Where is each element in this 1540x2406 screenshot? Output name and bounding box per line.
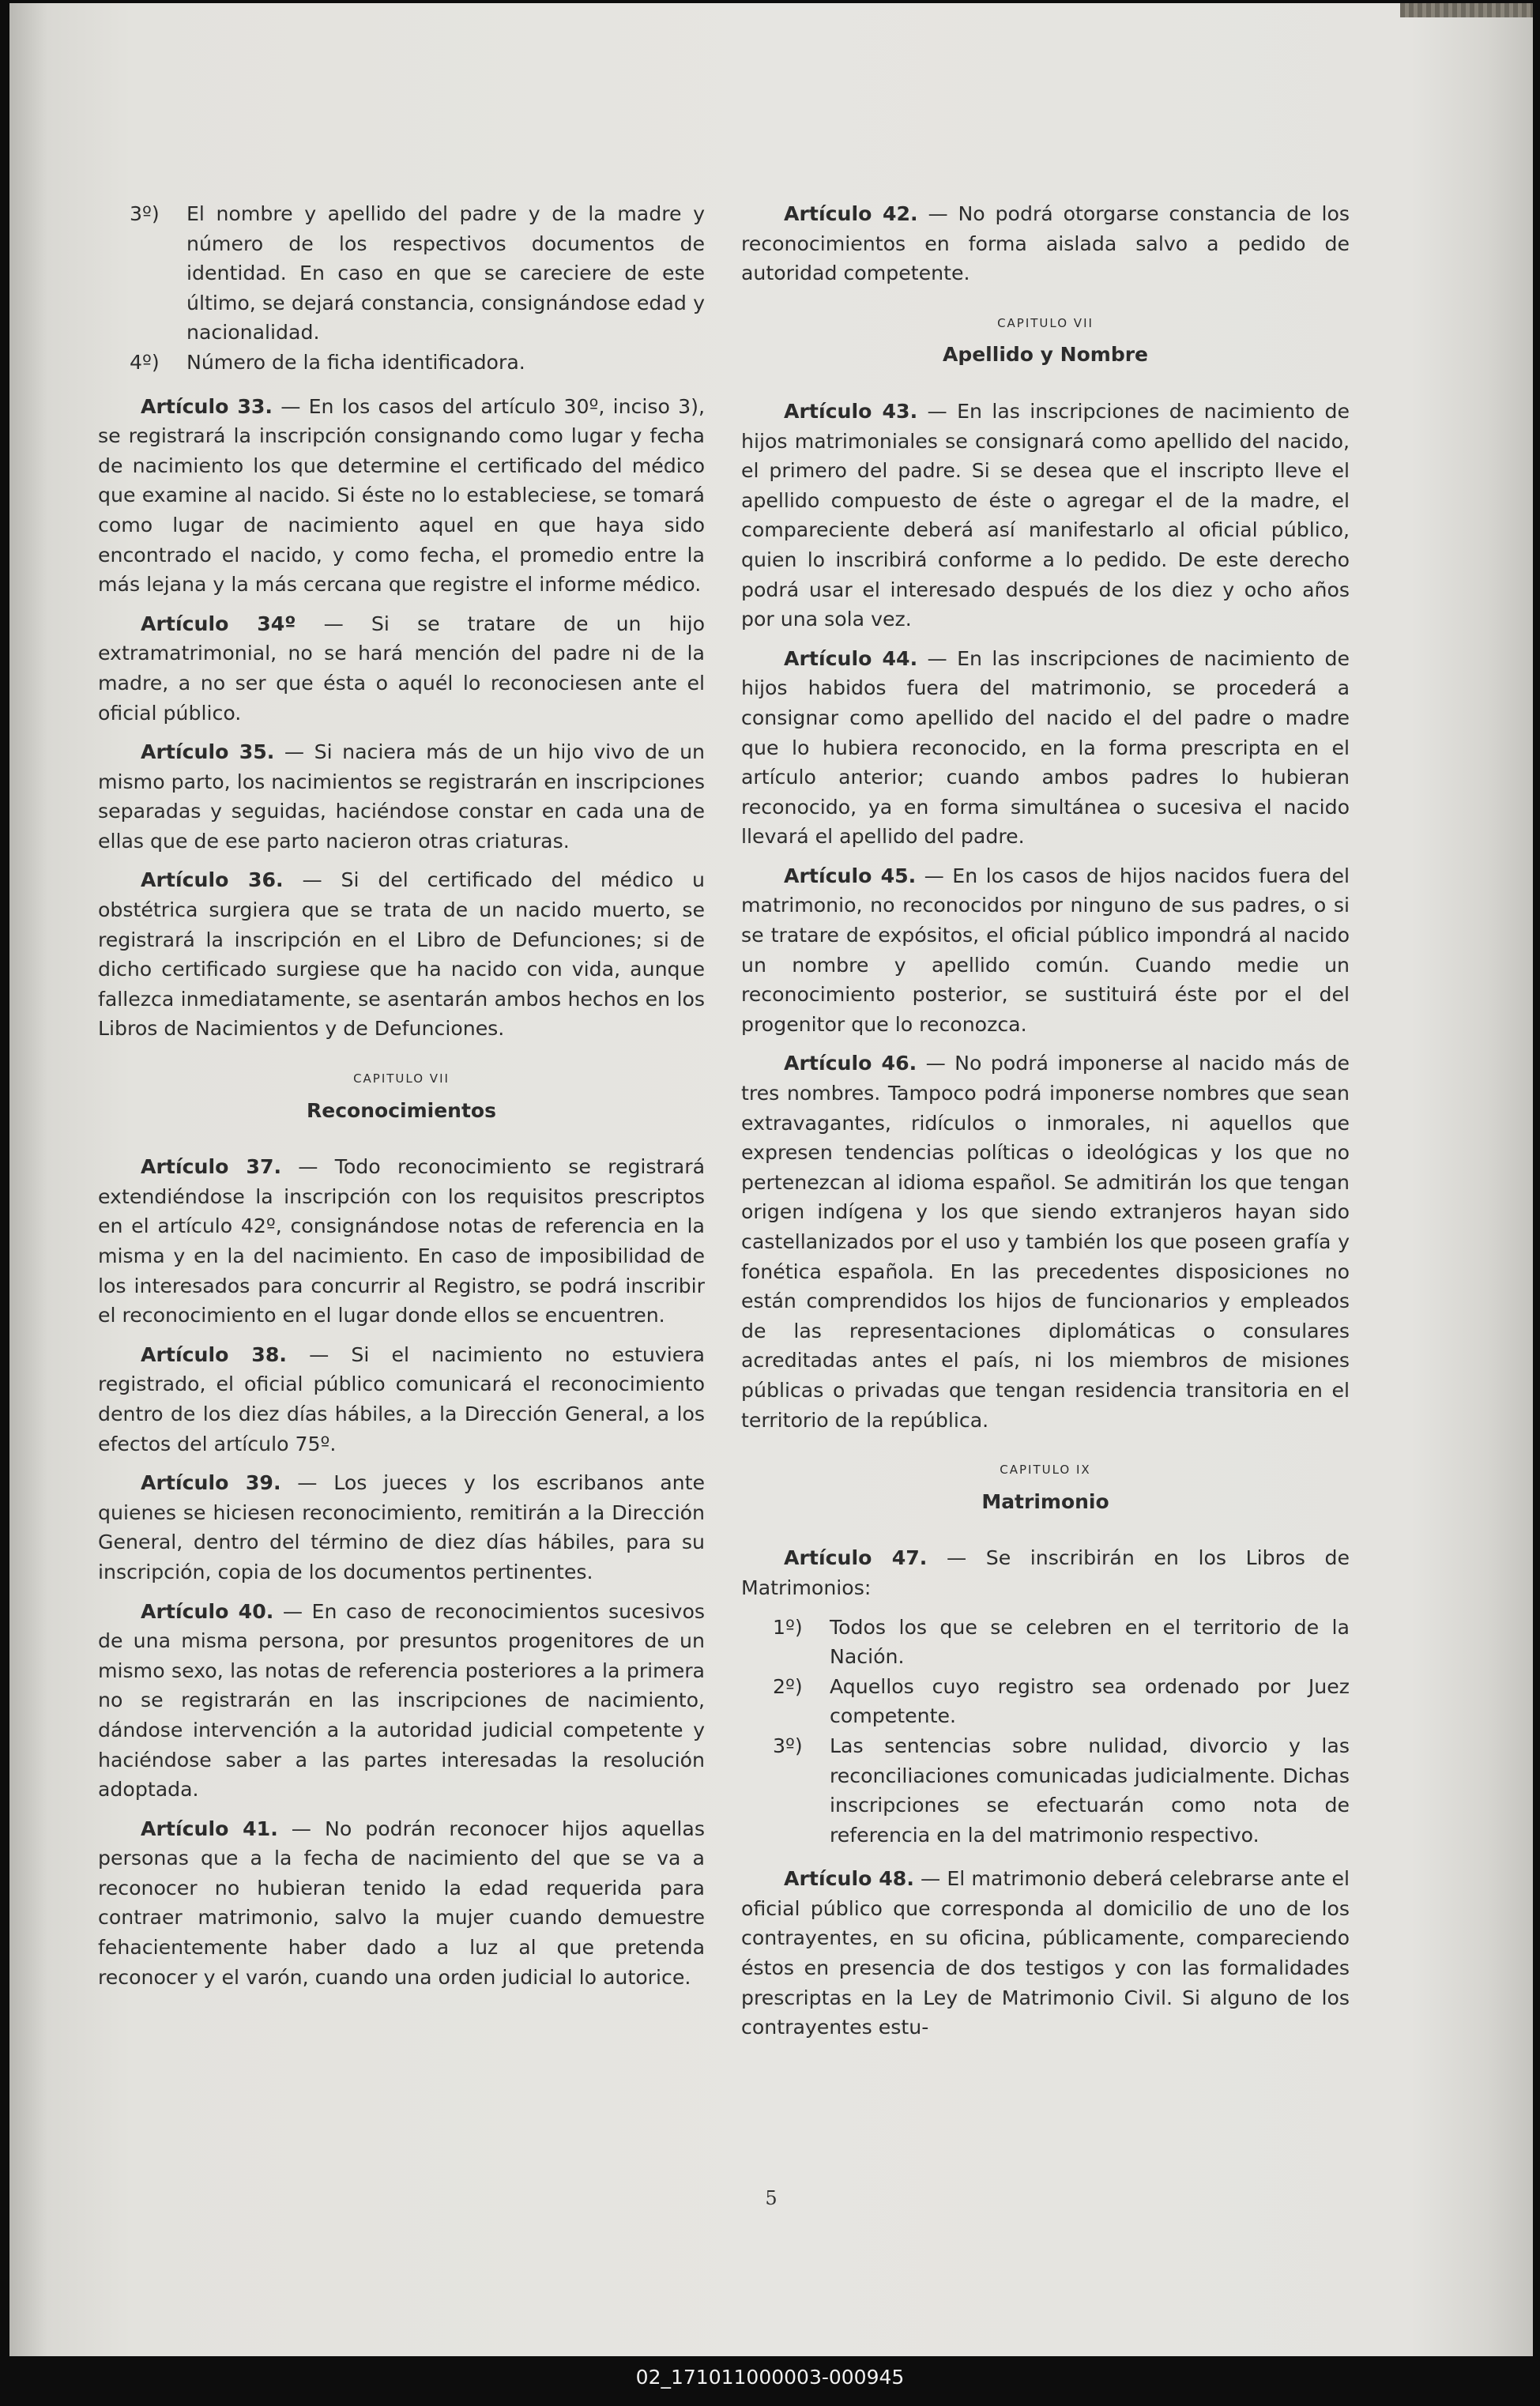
article-text: — No podrán reconocer hijos aquellas personas que a la fecha de nacimiento del que se va a reconocer no hubieran tenido la edad requerida para contraer matrimonio, salvo la mujer cuando demuestre fehacientemente haber dado a luz al que pretenda reconocer y el varón, cuando una orden judicial lo autorice. <box>98 1817 705 1989</box>
article-label: Artículo 39. <box>141 1471 281 1495</box>
article-41 <box>98 1814 705 1993</box>
article-label: Artículo 34º <box>141 612 296 635</box>
article-label: Artículo 37. <box>141 1155 282 1179</box>
article-text: — Los jueces y los escribanos ante quienes se hiciesen reconocimiento, remitirán a la Dirección General, dentro del término de diez días hábiles, para su inscripción, copia de los documentos pertinentes. <box>98 1471 705 1583</box>
list-item-number: 3º) <box>773 1734 803 1757</box>
list-item-text: Todos los que se celebren en el territorio de la Nación. <box>830 1615 1350 1669</box>
article-label: Artículo 38. <box>141 1342 287 1366</box>
list-item-text: Las sentencias sobre nulidad, divorcio y las reconciliaciones comunicadas judicialmente. Dichas inscripciones se efectuarán como nota de referencia en la del matrimonio respectivo. <box>830 1734 1350 1847</box>
list-item-number: 2º) <box>773 1674 803 1698</box>
binding-strip <box>1400 3 1533 17</box>
article-text: — Si se tratare de un hijo extramatrimonial, no se hará mención del padre ni de la madre, a no ser que ésta o aquél lo reconociesen ante el oficial público. <box>98 612 705 725</box>
article-46 <box>741 1049 1350 1435</box>
article-text: — No podrá otorgarse constancia de los reconocimientos en forma aislada salvo a pedido de autoridad competente. <box>741 202 1350 285</box>
article-text: — En los casos de hijos nacidos fuera del matrimonio, no reconocidos por ninguno de sus padres, o si se tratare de expósitos, el oficial público impondrá al nacido un nombre y apellido común. Cuando medie un reconocimiento posterior, se sustituirá éste por el del progenitor que lo reconozca. <box>741 864 1350 1036</box>
article-39 <box>98 1468 705 1587</box>
article-47 <box>741 1543 1350 1602</box>
article-text: — Todo reconocimiento se registrará extendiéndose la inscripción con los requisitos prescriptos en el artículo 42º, consignándose notas de referencia en la misma y en la del nacimiento. En caso de imposibilidad de los interesados para concurrir al Registro, se podrá inscribir el reconocimiento en el lugar donde ellos se encuentren. <box>98 1155 706 1327</box>
article-35 <box>98 737 705 856</box>
article-text: — En las inscripciones de nacimiento de hijos matrimoniales se consignará como apellido del nacido, el primero del padre. Si se desea que el inscripto lleve el apellido compuesto de éste o agregar el de la madre, el compareciente deberá así manifestarlo al oficial público, quien lo inscribirá conforme a lo pedido. De este derecho podrá usar el interesado después de los diez y ocho años por una sola vez. <box>741 399 1350 631</box>
article-text: — En las inscripciones de nacimiento de hijos habidos fuera del matrimonio, se procederá a consignar como apellido del nacido el del padre o madre que lo hubiera reconocido, en la forma prescripta en el artículo anterior; cuando ambos padres lo hubieran reconocido, ya en forma simultánea o sucesiva el nacido llevará el apellido del padre. <box>741 646 1350 849</box>
list-item-number: 1º) <box>773 1615 803 1639</box>
article-42 <box>741 199 1350 288</box>
article-34 <box>98 609 705 728</box>
article-40 <box>98 1597 705 1805</box>
article-label: Artículo 35. <box>141 740 275 764</box>
list-item <box>741 1731 1350 1850</box>
right-column <box>741 199 1350 2052</box>
list-item-text: Número de la ficha identificadora. <box>186 350 525 374</box>
list-item-number: 4º) <box>130 350 160 374</box>
list-item <box>741 1672 1350 1731</box>
article-label: Artículo 42. <box>784 202 918 225</box>
article-label: Artículo 40. <box>141 1599 274 1623</box>
article-text: — Si el nacimiento no estuviera registrado, el oficial público comunicará el reconocimiento dentro de los diez días hábiles, a la Dirección General, a los efectos del artículo 75º. <box>98 1342 705 1455</box>
list-item <box>98 199 705 348</box>
article-label: Artículo 43. <box>784 399 918 423</box>
article-label: Artículo 44. <box>784 646 918 670</box>
list-item-text: El nombre y apellido del padre y de la madre y número de los respectivos documentos de identidad. En caso en que se careciere de este último, se dejará constancia, consignándose edad y nacionalidad. <box>186 202 705 345</box>
chapter-title: Reconocimientos <box>307 1098 496 1122</box>
article-label: Artículo 41. <box>141 1817 278 1840</box>
chapter-label: CAPITULO VII <box>997 315 1094 330</box>
article-text: — Si del certificado del médico u obstétrica surgiera que se trata de un nacido muerto, se registrará la inscripción en el Libro de Defunciones; si de dicho certificado surgiese que ha nacido con vida, aunque fallezca inmediatamente, se asentarán ambos hechos en los Libros de Nacimientos y de Defunciones. <box>98 868 706 1041</box>
list-item <box>741 1613 1350 1672</box>
left-column <box>98 199 705 2001</box>
article-label: Artículo 33. <box>141 394 273 418</box>
chapter-title: Matrimonio <box>981 1489 1109 1513</box>
article-label: Artículo 36. <box>141 868 284 892</box>
list-item-number: 3º) <box>130 202 160 225</box>
scan-identifier: 02_171011000003-000945 <box>635 2366 905 2389</box>
list-items-47 <box>741 1613 1350 1851</box>
list-item-text: Aquellos cuyo registro sea ordenado por Juez competente. <box>830 1674 1350 1728</box>
article-37 <box>98 1152 705 1331</box>
article-33 <box>98 392 705 600</box>
chapter-label: CAPITULO VII <box>353 1071 450 1086</box>
article-43 <box>741 397 1350 634</box>
list-items-top <box>98 199 705 378</box>
chapter-label: CAPITULO IX <box>1000 1463 1091 1478</box>
article-38 <box>98 1340 705 1459</box>
article-label: Artículo 46. <box>784 1052 917 1075</box>
article-48 <box>741 1864 1350 2043</box>
article-36 <box>98 865 705 1044</box>
article-text: — En los casos del artículo 30º, inciso 3), se registrará la inscripción consignando como lugar y fecha de nacimiento los que determine el certificado del médico que examine al nacido. Si éste no lo estableciese, se tomará como lugar de nacimiento aquel en que haya sido encontrado el nacido, y como fecha, el promedio entre la más lejana y la más cercana que registre el informe médico. <box>98 394 705 597</box>
article-44 <box>741 644 1350 852</box>
article-text: — No podrá imponerse al nacido más de tres nombres. Tampoco podrá imponerse nombres que sean extravagantes, ridículos o inmorales, ni aquellos que expresen tendencias políticas o ideológicas y los que no pertenezcan al idioma español. Se admitirán los que tengan origen indígena y los que siendo extranjeros hayan sido castellanizados por el uso y también los que poseen grafía y fonética española. En las precedentes disposiciones no están comprendidos los hijos de funcionarios y empleados de las representaciones diplomáticas o consulares acreditadas antes el país, ni los miembros de misiones públicas o privadas que tengan residencia transitoria en el territorio de la república. <box>741 1052 1350 1432</box>
article-text: — En caso de reconocimientos sucesivos de una misma persona, por presuntos progenitores de un mismo sexo, las notas de referencia posteriores a la primera no se registrarán en las inscripciones de nacimiento, dándose intervención a la autoridad judicial competente y haciéndose saber a las partes interesadas la resolución adoptada. <box>98 1599 705 1802</box>
page-number: 5 <box>765 2187 778 2209</box>
article-text: — Se inscribirán en los Libros de Matrimonios: <box>741 1546 1350 1599</box>
article-45 <box>741 861 1350 1040</box>
article-label: Artículo 45. <box>784 864 917 887</box>
article-label: Artículo 48. <box>784 1867 914 1891</box>
article-text: — El matrimonio deberá celebrarse ante el oficial público que corresponda al domicilio de uno de los contrayentes, en su oficina, públicamente, compareciendo éstos en presencia de dos testigos y con las formalidades prescriptas en la Ley de Matrimonio Civil. Si alguno de los contrayentes estu- <box>741 1867 1350 2039</box>
chapter-title: Apellido y Nombre <box>942 343 1148 367</box>
document-page <box>9 3 1533 2356</box>
article-text: — Si naciera más de un hijo vivo de un mismo parto, los nacimientos se registrarán en inscripciones separadas y seguidas, haciéndose constar en cada una de ellas que de ese parto nacieron otras criaturas. <box>98 740 705 853</box>
article-label: Artículo 47. <box>784 1546 928 1570</box>
list-item <box>98 348 705 378</box>
